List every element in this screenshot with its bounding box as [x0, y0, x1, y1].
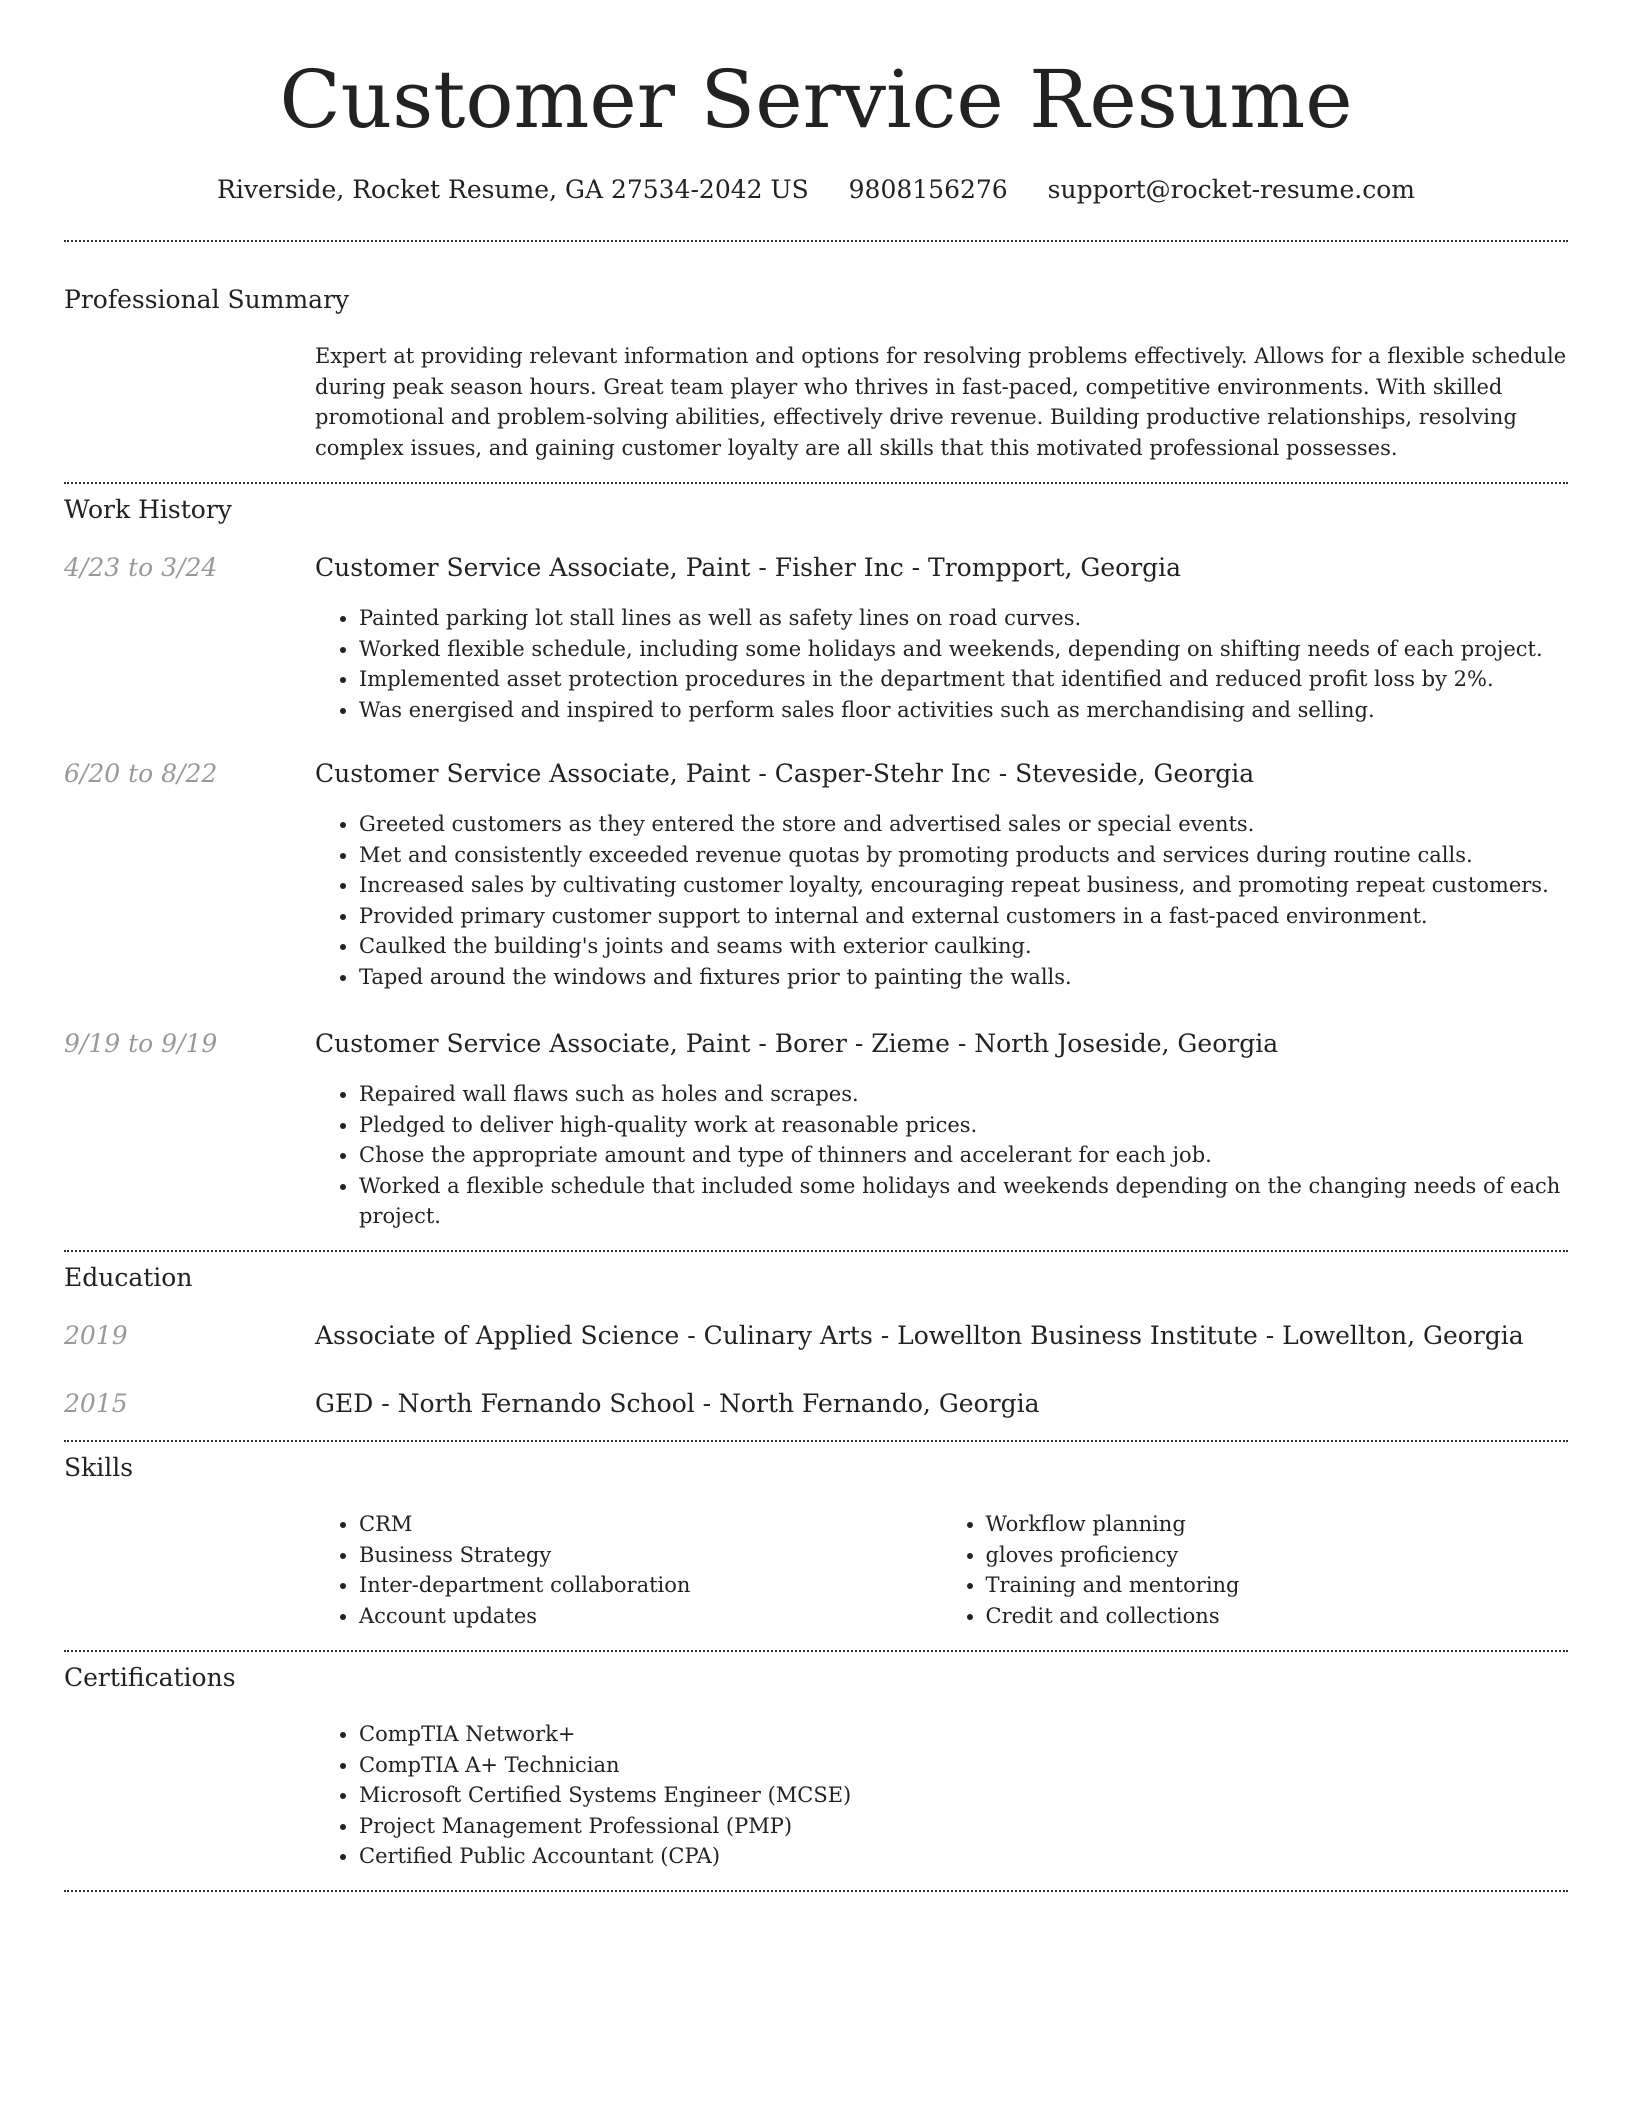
- list-item: • Account updates: [359, 1601, 942, 1632]
- list-item: • gloves proficiency: [986, 1540, 1569, 1571]
- education-entry: GED - North Fernando School - North Fernando, Georgia: [315, 1389, 1040, 1418]
- list-item: • Business Strategy: [359, 1540, 942, 1571]
- list-item: • Pledged to deliver high-quality work at reasonable prices.: [359, 1110, 1568, 1141]
- job-bullets: [315, 603, 1568, 725]
- divider: [64, 1250, 1568, 1252]
- list-item: • CRM: [359, 1509, 942, 1540]
- job-dates: 4/23 to 3/24: [64, 553, 218, 582]
- divider: [64, 240, 1568, 242]
- list-item: • Microsoft Certified Systems Engineer (MCSE): [359, 1780, 1568, 1811]
- list-item: • Taped around the windows and fixtures prior to painting the walls.: [359, 962, 1568, 993]
- skills-column-right: [942, 1509, 1569, 1631]
- skills-list: [315, 1509, 1568, 1631]
- section-heading-skills: Skills: [64, 1453, 134, 1482]
- divider: [64, 1890, 1568, 1892]
- summary-text: Expert at providing relevant information and options for resolving problems effectively. Allows for a flexible schedule during peak season hours. Great team player who thrives in fast-paced, competitive environments. With skilled promotional and problem-solving abilities, effectively drive revenue. Building productive relationships, resolving complex issues, and gaining customer loyalty are all skills that this motivated professional possesses.: [315, 344, 1567, 460]
- contact-address: Riverside, Rocket Resume, GA 27534-2042 US: [217, 175, 809, 204]
- job-dates: 6/20 to 8/22: [64, 759, 218, 788]
- list-item: • Inter-department collaboration: [359, 1570, 942, 1601]
- section-heading-certifications: Certifications: [64, 1663, 236, 1692]
- list-item: • Worked flexible schedule, including some holidays and weekends, depending on shifting needs of each project.: [359, 634, 1568, 665]
- certifications-list: [315, 1719, 1568, 1872]
- job-title: Customer Service Associate, Paint - Fisher Inc - Trompport, Georgia: [315, 553, 1182, 582]
- contact-line: [64, 170, 1568, 210]
- list-item: • Provided primary customer support to internal and external customers in a fast-paced environment.: [359, 901, 1568, 932]
- list-item: • Implemented asset protection procedures in the department that identified and reduced profit loss by 2%.: [359, 664, 1568, 695]
- list-item: • Increased sales by cultivating customer loyalty, encouraging repeat business, and promoting repeat customers.: [359, 870, 1568, 901]
- divider: [64, 1440, 1568, 1442]
- skills-column-left: [315, 1509, 942, 1631]
- list-item: • Credit and collections: [986, 1601, 1569, 1632]
- list-item: • Workflow planning: [986, 1509, 1569, 1540]
- list-item: • Worked a flexible schedule that included some holidays and weekends depending on the changing needs of each project.: [359, 1171, 1568, 1232]
- list-item: • Repaired wall flaws such as holes and scrapes.: [359, 1079, 1568, 1110]
- list-item: • Chose the appropriate amount and type of thinners and accelerant for each job.: [359, 1140, 1568, 1171]
- list-item: • Met and consistently exceeded revenue quotas by promoting products and services during routine calls.: [359, 840, 1568, 871]
- job-title: Customer Service Associate, Paint - Casper-Stehr Inc - Steveside, Georgia: [315, 759, 1255, 788]
- job-dates: 9/19 to 9/19: [64, 1029, 218, 1058]
- list-item: • Certified Public Accountant (CPA): [359, 1841, 1568, 1872]
- section-heading-education: Education: [64, 1263, 193, 1292]
- list-item: • Training and mentoring: [986, 1570, 1569, 1601]
- job-bullets: [315, 1079, 1568, 1232]
- job-bullets: [315, 809, 1568, 992]
- job-title: Customer Service Associate, Paint - Borer - Zieme - North Joseside, Georgia: [315, 1029, 1279, 1058]
- list-item: • Caulked the building's joints and seams with exterior caulking.: [359, 931, 1568, 962]
- contact-email: support@rocket-resume.com: [1047, 175, 1415, 204]
- list-item: • Was energised and inspired to perform sales floor activities such as merchandising and selling.: [359, 695, 1568, 726]
- section-heading-work: Work History: [64, 495, 232, 524]
- section-heading-summary: Professional Summary: [64, 285, 350, 314]
- contact-phone: 9808156276: [848, 175, 1008, 204]
- divider: [64, 1650, 1568, 1652]
- education-entry: Associate of Applied Science - Culinary Arts - Lowellton Business Institute - Lowellton, Georgia: [315, 1321, 1524, 1350]
- resume-title: Customer Service Resume: [279, 53, 1353, 146]
- list-item: • CompTIA A+ Technician: [359, 1750, 1568, 1781]
- divider: [64, 482, 1568, 484]
- list-item: • Painted parking lot stall lines as well as safety lines on road curves.: [359, 603, 1568, 634]
- list-item: • Greeted customers as they entered the store and advertised sales or special events.: [359, 809, 1568, 840]
- list-item: • Project Management Professional (PMP): [359, 1811, 1568, 1842]
- education-year: 2019: [64, 1321, 128, 1350]
- list-item: • CompTIA Network+: [359, 1719, 1568, 1750]
- education-year: 2015: [64, 1389, 128, 1418]
